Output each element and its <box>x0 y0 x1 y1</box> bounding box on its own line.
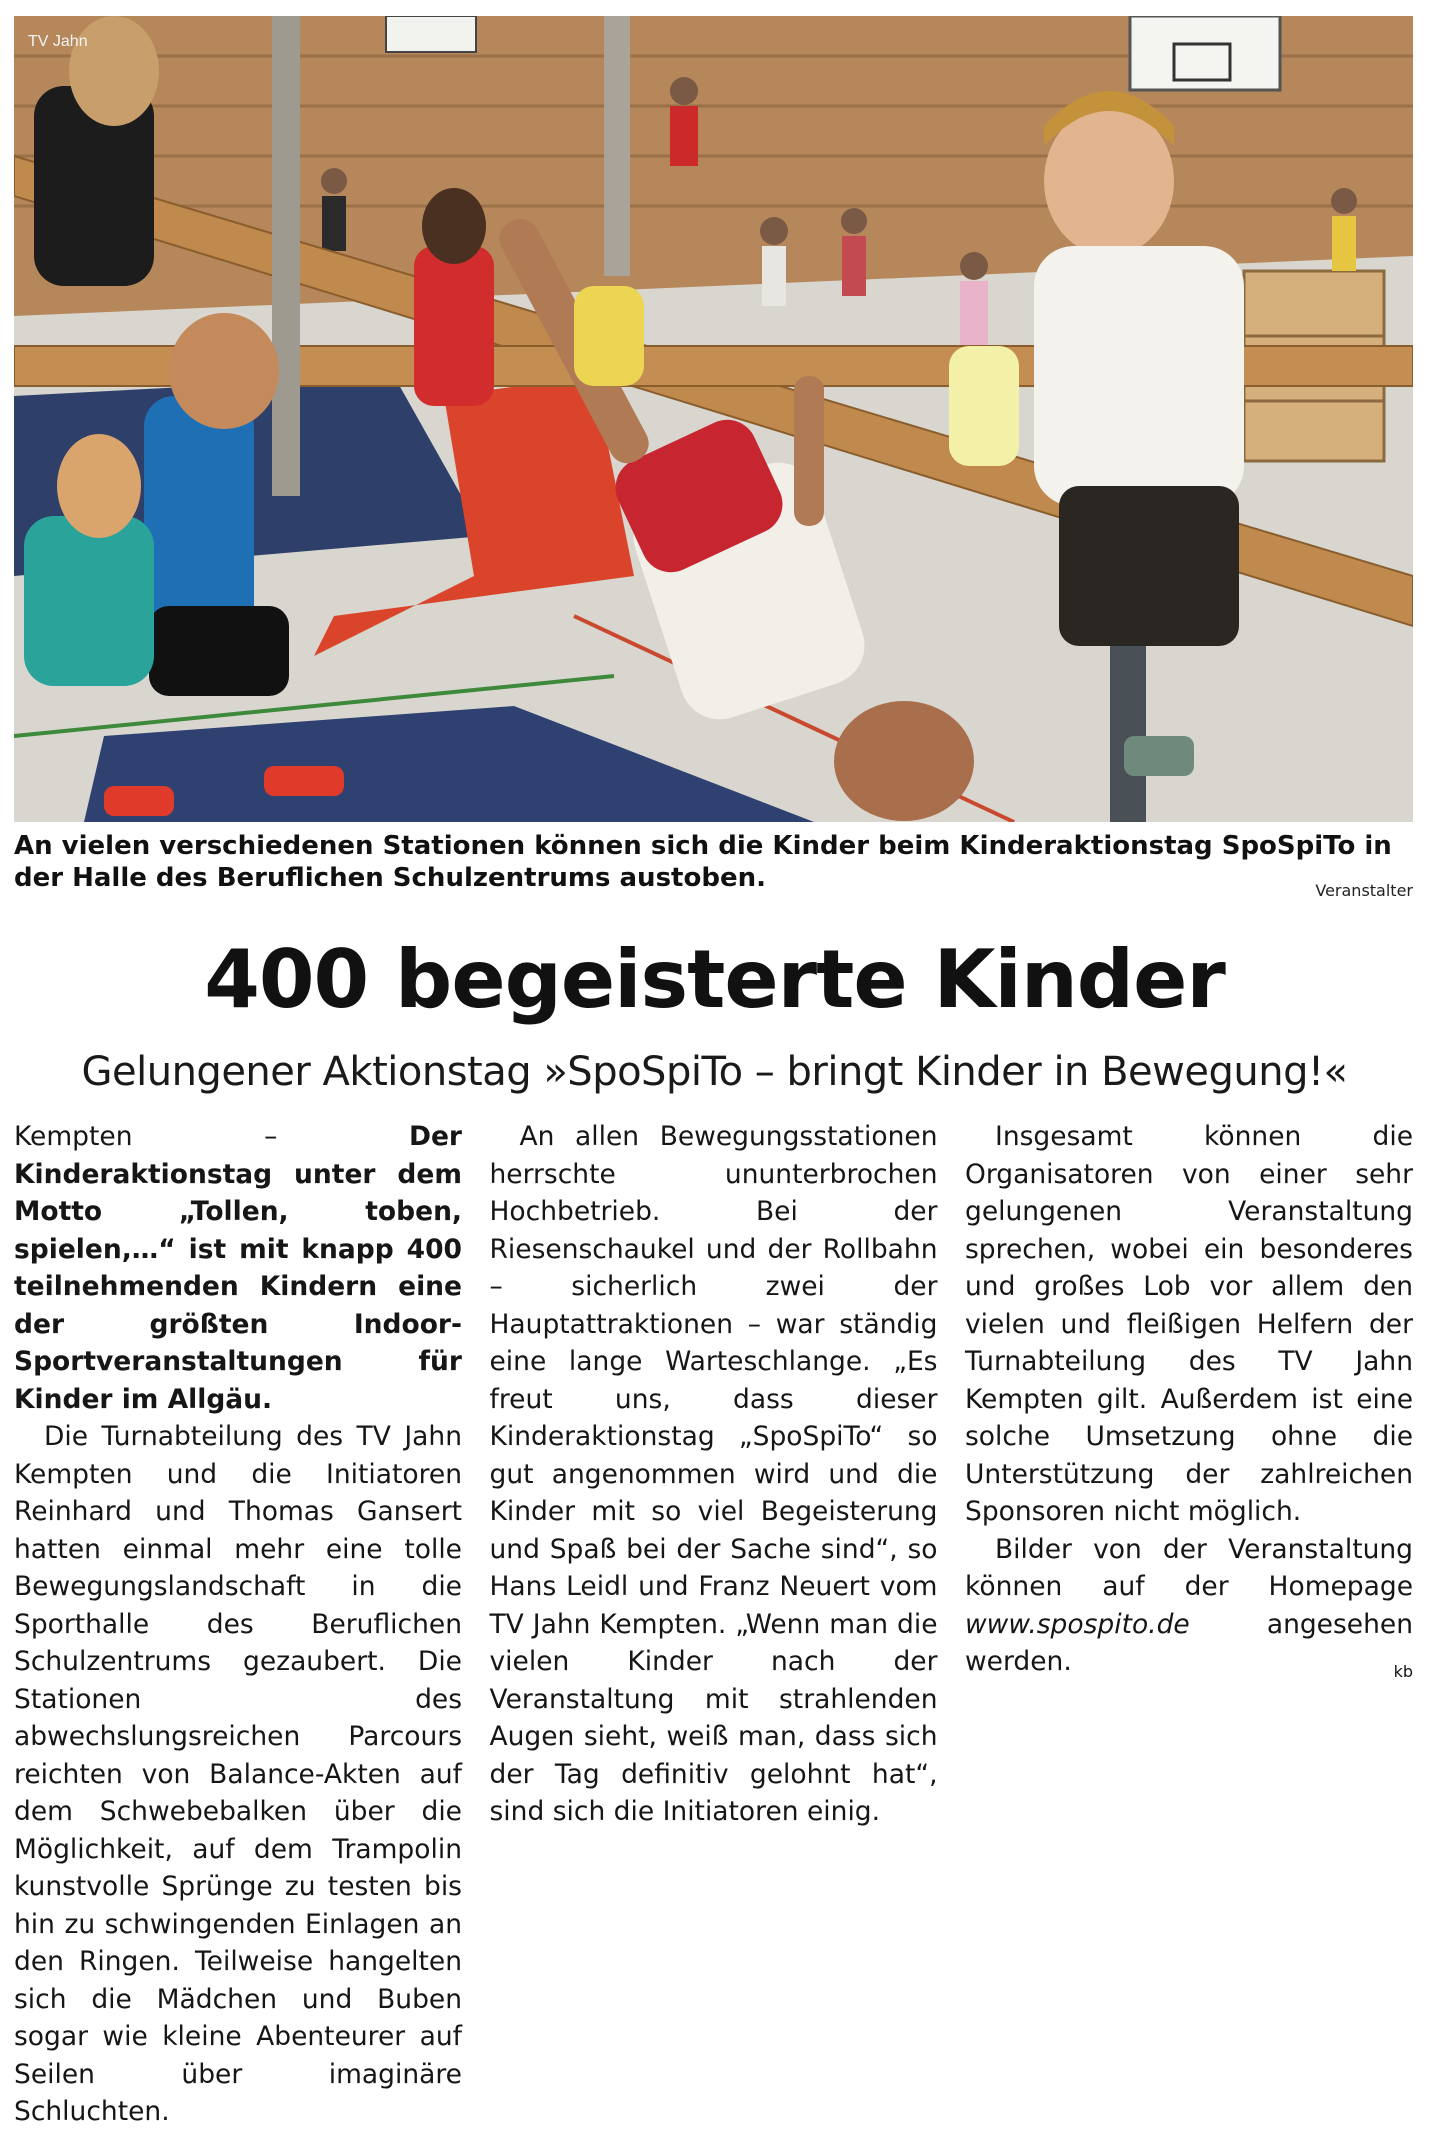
photo-caption: An vielen verschiedenen Stationen können sich die Kinder beim Kinderaktionstag SpoSpiTo in der Halle des Beruflichen Schulzentrums austoben. <box>14 831 1392 893</box>
headline: 400 begeisterte Kinder <box>204 933 1225 1026</box>
lead-paragraph <box>14 1118 462 1418</box>
gym-scene-illustration <box>14 16 1413 822</box>
lead-text: Der Kinderaktionstag unter dem Motto „Tollen, toben, spielen,…“ ist mit knapp 400 teilnehmenden Kindern eine der größten Indoor-Sportveranstaltungen für Kinder im Allgäu. <box>14 1121 462 1415</box>
article-photo <box>14 16 1413 822</box>
subheadline: Gelungener Aktionstag »SpoSpiTo – bringt Kinder in Bewegung!« <box>81 1049 1348 1095</box>
paragraph-1: Die Turnabteilung des TV Jahn Kempten und die Initiatoren Reinhard und Thomas Gansert hatten einmal mehr eine tolle Bewegungslandschaft in die Sporthalle des Beruflichen Schulzentrums gezaubert. Die Stationen des abwechslungsreichen Parcours reichten von Balance-Akten auf dem Schwebebalken über die Möglichkeit, auf dem Trampolin kunstvolle Sprünge zu testen bis hin zu schwingenden Einlagen an den Ringen. Teilweise hangelten sich die Mädchen und Buben sogar wie kleine Abenteurer auf Seilen über imaginäre Schluchten. <box>14 1421 462 2127</box>
article-body <box>14 1118 1413 2127</box>
article-column-1 <box>14 1118 462 2127</box>
paragraph-4-end: angesehen werden. <box>965 1608 1413 1677</box>
homepage-link[interactable]: www.spospito.de <box>965 1608 1190 1640</box>
wall-sign: TV Jahn <box>28 33 88 50</box>
paragraph-2: An allen Bewegungsstationen herrschte ununterbrochen Hochbetrieb. Bei der Riesenschaukel und der Rollbahn – sicherlich zwei der Hauptattraktionen – war ständig eine lange Warteschlange. „Es freut uns, dass dieser Kinderaktionstag „SpoSpiTo“ so gut angenommen wird und die Kinder mit so viel Begeisterung und Spaß bei der Sache sind“, so Hans Leidl und Franz Neuert vom TV Jahn Kempten. „Wenn man die vielen Kinder nach der Veranstaltung mit strahlenden Augen sieht, weiß man, dass sich der Tag definitiv gelohnt hat“, sind sich die Initiatoren einig. <box>489 1121 938 1827</box>
paragraph-4-text: Bilder von der Veranstaltung können auf der Homepage <box>965 1533 1413 1602</box>
paragraph-3: Insgesamt können die Organisatoren von einer sehr gelungenen Veranstaltung sprechen, wobei ein besonderes und großes Lob vor allem den vielen und fleißigen Helfern der Turnabteilung des TV Jahn Kempten gilt. Außerdem ist eine solche Umsetzung ohne die Unterstützung der zahlreichen Sponsoren nicht möglich. <box>965 1121 1413 1527</box>
paragraph-4 <box>965 1531 1413 1681</box>
article-column-2 <box>490 1118 938 1908</box>
photo-credit: Veranstalter <box>1315 881 1413 900</box>
author-initials: kb <box>1393 1662 1413 1681</box>
dateline: Kempten – <box>14 1121 278 1152</box>
article-column-3 <box>965 1118 1413 1908</box>
